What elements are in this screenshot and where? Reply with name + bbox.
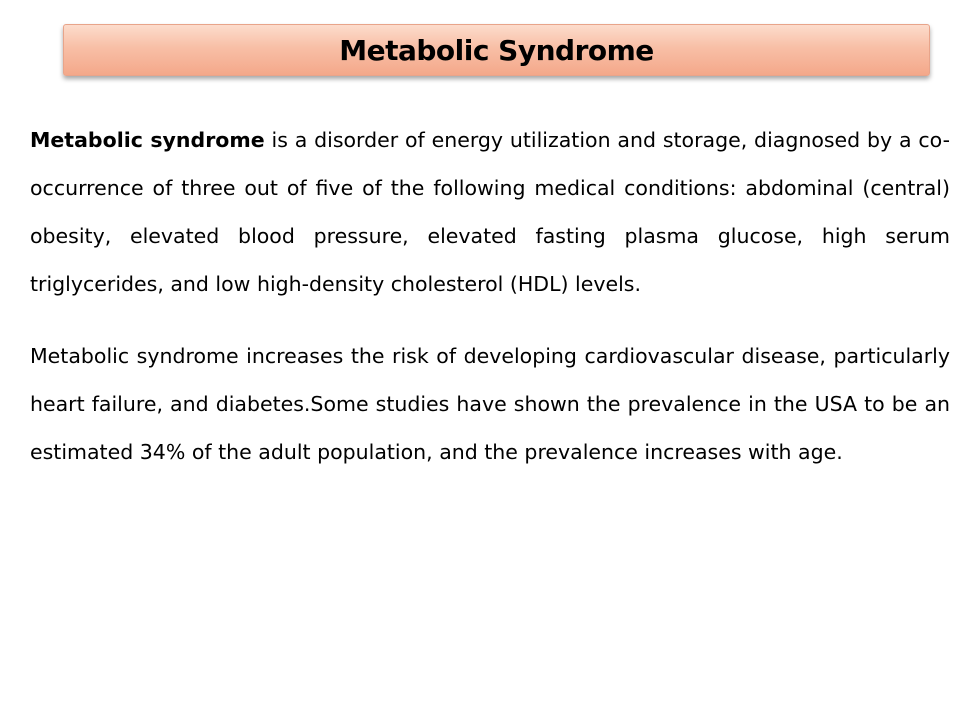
risk-paragraph: Metabolic syndrome increases the risk of developing cardiovascular disease, particularly heart failure, and diabetes.Some studies have shown the prevalence in the USA to be an estimated 34% of the adult population, and the prevalence increases with age. (30, 344, 950, 464)
definition-paragraph (30, 116, 950, 308)
slide-title: Metabolic Syndrome (339, 33, 654, 67)
definition-term: Metabolic syndrome (30, 128, 265, 152)
slide-body (30, 116, 950, 476)
title-banner (63, 24, 930, 76)
definition-text: is a disorder of energy utilization and storage, diagnosed by a co-occurrence of three out of five of the following medical conditions: abdominal (central) obesity, elevated blood pressure, elevated fasting plasma glucose, high serum triglycerides, and low high-density cholesterol (HDL) levels. (30, 128, 950, 296)
